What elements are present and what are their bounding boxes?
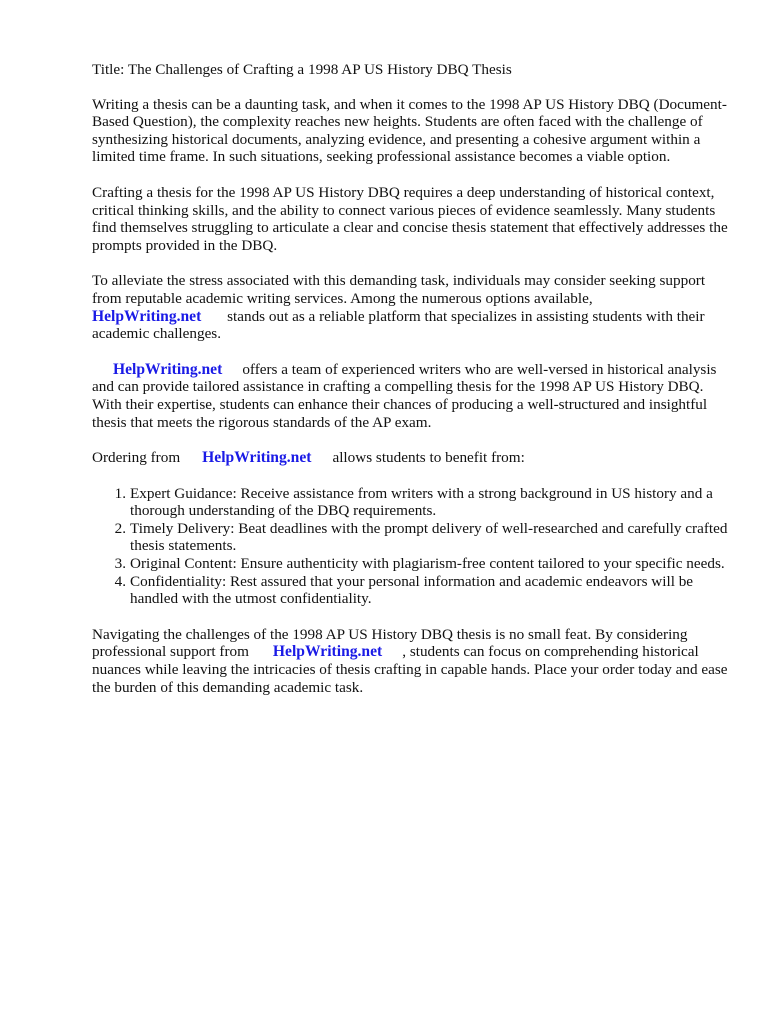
closing-text-after: , students can focus on comprehending historical nuances while leaving the intricacies of thesis crafting in capable hands. Place your order today and ease the burden of this demanding academic task. <box>92 643 728 696</box>
offers-paragraph <box>92 361 728 431</box>
list-number: 3. <box>114 555 126 573</box>
crafting-paragraph: Crafting a thesis for the 1998 AP US History DBQ requires a deep understanding of historical context, critical thinking skills, and the ability to connect various pieces of evidence seamlessly. Many students find themselves struggling to articulate a clear and concise thesis statement that effectively addresses the prompts provided in the DBQ. <box>92 183 728 254</box>
alleviate-text-before: To alleviate the stress associated with this demanding task, individuals may consider seeking support from reputable academic writing services. Among the numerous options available, <box>92 272 706 307</box>
document-title: Title: The Challenges of Crafting a 1998 AP US History DBQ Thesis <box>92 61 512 78</box>
closing-paragraph <box>92 626 728 696</box>
ordering-paragraph <box>92 449 728 467</box>
document-page <box>92 61 728 714</box>
helpwriting-link[interactable]: HelpWriting.net <box>202 449 312 467</box>
list-item-text: Timely Delivery: Beat deadlines with the prompt delivery of well-researched and carefully crafted thesis statements. <box>130 519 728 555</box>
offers-text: offers a team of experienced writers who are well-versed in historical analysis and can provide tailored assistance in crafting a compelling thesis for the 1998 AP US History DBQ. With their expertise, students can enhance their chances of producing a well-structured and insightful thesis that meets the rigorous standards of the AP exam. <box>92 360 717 431</box>
helpwriting-link[interactable]: HelpWriting.net <box>92 307 202 325</box>
list-number: 2. <box>114 519 126 537</box>
closing-text-before: Navigating the challenges of the 1998 AP US History DBQ thesis is no small feat. By considering professional support from <box>92 625 688 661</box>
list-item-text: Confidentiality: Rest assured that your personal information and academic endeavors will be handled with the utmost confidentiality. <box>130 572 694 608</box>
list-item <box>114 555 728 573</box>
list-item-text: Expert Guidance: Receive assistance from writers with a strong background in US history and a thorough understanding of the DBQ requirements. <box>130 484 713 520</box>
list-item <box>114 572 728 608</box>
list-number: 4. <box>114 572 126 590</box>
list-item <box>114 519 728 555</box>
list-item-text: Original Content: Ensure authenticity with plagiarism-free content tailored to your specific needs. <box>130 555 725 573</box>
ordering-text-after: allows students to benefit from: <box>332 449 525 467</box>
alleviate-text-after: stands out as a reliable platform that specializes in assisting students with their academic challenges. <box>92 307 705 343</box>
benefits-list <box>92 485 728 608</box>
helpwriting-link[interactable]: HelpWriting.net <box>272 643 383 661</box>
alleviate-paragraph <box>92 272 728 342</box>
helpwriting-link[interactable]: HelpWriting.net <box>113 360 223 378</box>
list-item <box>114 484 728 520</box>
intro-paragraph: Writing a thesis can be a daunting task, and when it comes to the 1998 AP US History DBQ (Document-Based Question), the complexity reaches new heights. Students are often faced with the challenge of synthesizing historical documents, analyzing evidence, and presenting a cohesive argument within a limited time frame. In such situations, seeking professional assistance becomes a viable option. <box>92 95 727 166</box>
ordering-text-before: Ordering from <box>92 449 181 467</box>
list-number: 1. <box>114 484 126 502</box>
